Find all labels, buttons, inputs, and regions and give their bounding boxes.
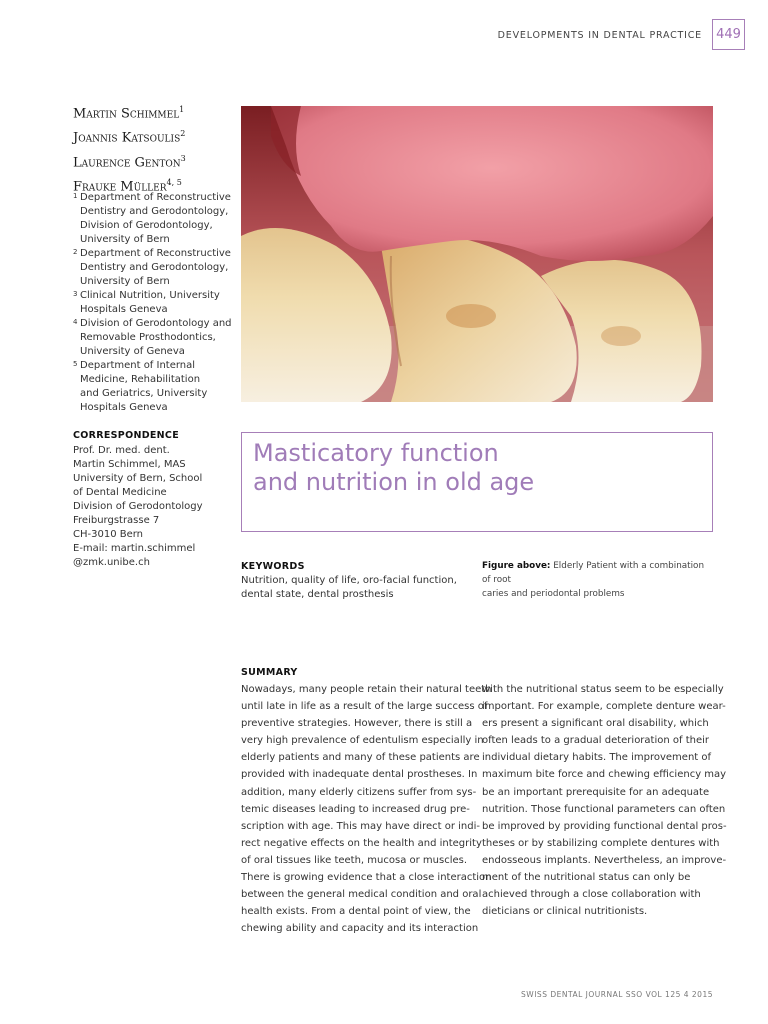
page-number-box <box>712 19 745 50</box>
keywords-text: Nutrition, quality of life, oro-facial function, dental state, dental prosthesis <box>241 575 457 600</box>
figure-caption: Figure above: Elderly Patient with a combination of root caries and periodontal problems <box>482 561 705 599</box>
summary-column-2: with the nutritional status seem to be especially important. For example, complete denture wear- ers present a significant oral disability, which often leads to a gradual deterioration of their individual dietary habits. The improvement of maximum bite force and chewing efficiency may be an important prerequisite for an adequate nutrition. Those functional parameters can often be improved by providing functional dental pros- theses or by stabilizing complete dentures with endosseous implants. Nevertheless, an improve- ment of the nutritional status can only be achieved through a close collaboration with dieticians or clinical nutritionists. <box>482 684 727 918</box>
author: Joannis Katsoulis$^2$ <box>73 129 186 146</box>
author: Laurence Genton$^3$ <box>73 153 186 170</box>
correspondence-heading: CORRESPONDENCE <box>73 430 179 441</box>
affiliation-list <box>73 191 233 415</box>
author: Frauke Müller$^{4, 5}$ <box>73 177 182 195</box>
author: Martin Schimmel$^1$ <box>73 105 185 122</box>
affiliation: 2 Department of Reconstructive Dentistry and Gerodontology, University of Bern <box>73 248 231 287</box>
caption-label: Figure above: <box>482 561 551 571</box>
affiliation: 4 Division of Gerodontology and Removable Prosthodontics, University of Geneva <box>73 318 232 357</box>
article-title: Masticatory function and nutrition in old age <box>253 439 535 496</box>
dental-photo <box>241 106 713 402</box>
page-number: 449 <box>716 27 741 42</box>
summary-column-1: Nowadays, many people retain their natural teeth until late in life as a result of the large success of preventive strategies. However, there is still a very high prevalence of edentulism especially in elderly patients and many of these patients are provided with inadequate dental prostheses. In addition, many elderly citizens suffer from sys- temic diseases leading to increased drug pre- scription with age. This may have direct or indi- rect negative effects on the health and integrity of oral tissues like teeth, mucosa or muscles. There is growing evidence that a close interaction between the general medical condition and oral health exists. From a dental point of view, the chewing ability and capacity and its interaction <box>241 684 492 935</box>
keywords-heading: KEYWORDS <box>241 561 305 572</box>
affiliation: 3 Clinical Nutrition, University Hospitals Geneva <box>73 290 220 315</box>
summary-heading: SUMMARY <box>241 667 298 678</box>
affiliation: 5 Department of Internal Medicine, Rehabilitation and Geriatrics, University Hospitals Geneva <box>73 360 208 413</box>
journal-footer: SWISS DENTAL JOURNAL SSO VOL 125 4 2015 <box>521 990 713 999</box>
author-list <box>73 100 186 197</box>
email-link[interactable]: E-mail: martin.schimmel <box>73 543 196 554</box>
affiliation: 1 Department of Reconstructive Dentistry and Gerodontology, Division of Gerodontology, University of Bern <box>73 192 231 245</box>
running-header: DEVELOPMENTS IN DENTAL PRACTICE <box>497 30 702 41</box>
email-link-continued[interactable]: @zmk.unibe.ch <box>73 557 150 568</box>
correspondence-block: Prof. Dr. med. dent. Martin Schimmel, MAS University of Bern, School of Dental Medicine Division of Gerodontology Freiburgstrasse 7 CH-3010 Bern E-mail: martin.schimmel @zmk.unibe.ch <box>73 445 203 568</box>
